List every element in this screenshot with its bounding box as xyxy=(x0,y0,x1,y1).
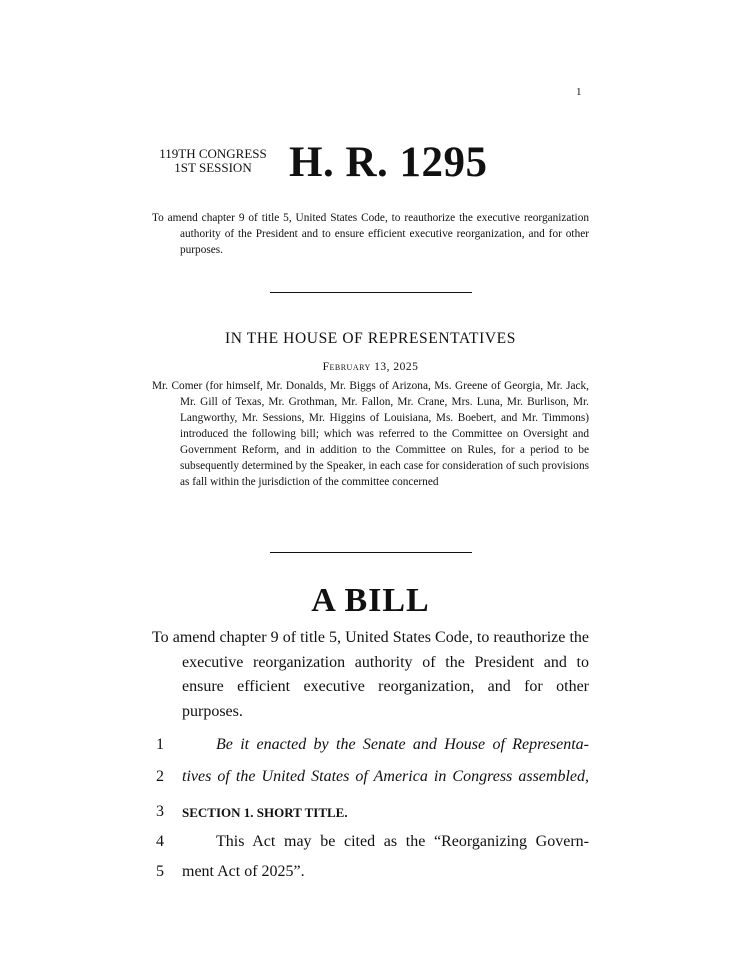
congress-label: 119TH CONGRESS xyxy=(159,146,267,161)
session-label: 1ST SESSION xyxy=(174,160,252,175)
enacting-clause-part-2: tives of the United States of America in Congress assembled, xyxy=(182,768,589,785)
line-number: 5 xyxy=(156,863,164,880)
divider-top xyxy=(270,292,472,293)
short-purpose: To amend chapter 9 of title 5, United States Code, to reauthorize the executive reorganization authority of the President and to ensure efficient executive reorganization, and for other purposes. xyxy=(152,212,589,256)
bill-line-2 xyxy=(152,768,589,792)
congress-session-block xyxy=(151,147,275,175)
bill-line-4 xyxy=(152,833,589,857)
chamber-heading: IN THE HOUSE OF REPRESENTATIVES xyxy=(225,330,516,347)
section-heading: SECTION 1. SHORT TITLE. xyxy=(182,805,348,820)
introduction-date: February 13, 2025 xyxy=(322,361,419,373)
bill-heading: A BILL xyxy=(311,582,430,619)
sponsors-block xyxy=(152,378,589,490)
bill-line-1 xyxy=(152,736,589,760)
line-number: 3 xyxy=(156,803,164,820)
short-title-text-part-2: ment Act of 2025”. xyxy=(182,863,305,880)
bill-number: H. R. 1295 xyxy=(289,139,488,186)
short-title-text-part-1: This Act may be cited as the “Reorganizing Govern- xyxy=(216,833,589,850)
line-number: 1 xyxy=(156,736,164,753)
sponsors-text: Mr. Comer (for himself, Mr. Donalds, Mr. Biggs of Arizona, Ms. Greene of Georgia, Mr. Jack, Mr. Gill of Texas, Mr. Grothman, Mr. Fallon, Mr. Crane, Mrs. Luna, Mr. Burlison, Mr. Langworthy, Mr. Sessions, Mr. Higgins of Louisiana, Ms. Boebert, and Mr. Timmons) introduced the following bill; which was referred to the Committee on Oversight and Government Reform, and in addition to the Committee on Rules, for a period to be subsequently determined by the Speaker, in each case for consideration of such provisions as fall within the jurisdiction of the committee concerned xyxy=(152,380,589,488)
line-number: 4 xyxy=(156,833,164,850)
bill-line-5 xyxy=(152,863,589,887)
page-number: 1 xyxy=(576,86,582,98)
short-purpose-block xyxy=(152,210,589,258)
divider-bottom xyxy=(270,552,472,553)
line-number: 2 xyxy=(156,768,164,785)
long-title: To amend chapter 9 of title 5, United States Code, to reauthorize the executive reorganization authority of the President and to ensure efficient executive reorganization, and for other purposes. xyxy=(152,629,589,720)
enacting-clause-part-1: Be it enacted by the Senate and House of Representa- xyxy=(216,736,589,753)
long-title-block xyxy=(152,626,589,724)
bill-line-3 xyxy=(152,803,589,827)
